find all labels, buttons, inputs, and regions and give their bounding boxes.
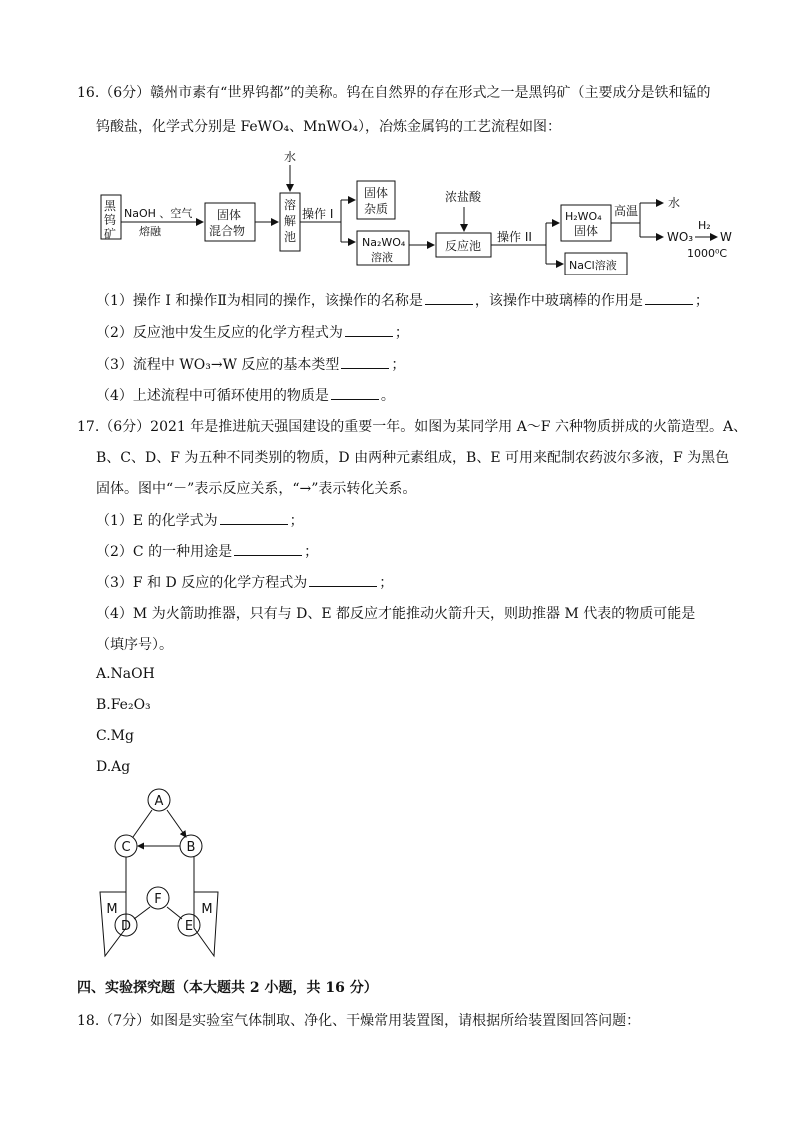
rocket-node-d: D xyxy=(120,919,132,934)
q16-sub-1: （1）操作 I 和操作Ⅱ为相同的操作，该操作的名称是 ，该操作中玻璃棒的作用是 ； xyxy=(96,293,709,309)
section-4-heading: 四、实验探究题（本大题共 2 小题，共 16 分） xyxy=(77,980,378,996)
rocket-node-f: F xyxy=(154,892,162,907)
rocket-node-b: B xyxy=(186,840,196,855)
flow-impurity-2: 杂质 xyxy=(364,202,389,216)
answer-blank[interactable] xyxy=(345,324,393,337)
flow-solid-mix-2: 混合物 xyxy=(209,224,246,238)
rocket-node-c: C xyxy=(121,840,131,855)
rocket-diagram xyxy=(90,782,230,962)
flow-condition: 熔融 xyxy=(139,225,161,238)
q17-sub-4a: （4）M 为火箭助推器，只有与 D、E 都反应才能推动火箭升天，则助推器 M 代表的物质可能是 xyxy=(96,606,696,622)
flow-water-top: 水 xyxy=(284,150,297,164)
q16-sub-3: （3）流程中 WO₃→W 反应的基本类型 ； xyxy=(96,357,406,373)
answer-blank[interactable] xyxy=(309,574,377,587)
flow-op1: 操作 I xyxy=(302,207,334,221)
answer-blank[interactable] xyxy=(341,356,389,369)
flow-op2: 操作 II xyxy=(497,230,532,244)
flow-hcl: 浓盐酸 xyxy=(445,190,482,204)
flow-dissolve-1: 溶 xyxy=(284,198,297,212)
flow-nacl: NaCl溶液 xyxy=(569,259,617,272)
rocket-booster-left: M xyxy=(106,902,118,917)
answer-blank[interactable] xyxy=(220,512,288,525)
q17-option-c: C.Mg xyxy=(96,728,134,744)
q17-sub-1: （1）E 的化学式为 ； xyxy=(96,513,304,529)
flow-w: W xyxy=(720,230,732,244)
flow-h2wo4-1: H₂WO₄ xyxy=(565,210,602,223)
answer-blank[interactable] xyxy=(645,292,693,305)
q17-option-d: D.Ag xyxy=(96,759,131,775)
q17-sub-3: （3）F 和 D 反应的化学方程式为 ； xyxy=(96,575,394,591)
q16-line-2: 钨酸盐，化学式分别是 FeWO₄、MnWO₄），冶炼金属钨的工艺流程如图： xyxy=(96,119,561,135)
flow-water-out: 水 xyxy=(668,196,681,210)
q17-line-2: B、C、D、F 为五种不同类别的物质，D 由两种元素组成，B、E 可用来配制农药波尔多液，F 为黑色 xyxy=(96,450,730,466)
q18-line-1: 18.（7分）如图是实验室气体制取、净化、干燥常用装置图，请根据所给装置图回答问题： xyxy=(77,1013,641,1029)
rocket-booster-right: M xyxy=(201,902,213,917)
flow-ore-2: 钨 xyxy=(104,213,117,227)
q16-sub-4: （4）上述流程中可循环使用的物质是 。 xyxy=(96,388,395,404)
flow-na2wo4-2: 溶液 xyxy=(371,251,393,264)
flow-impurity-1: 固体 xyxy=(364,186,389,200)
rocket-node-a: A xyxy=(154,794,164,809)
q17-line-3: 固体。图中“－”表示反应关系，“→”表示转化关系。 xyxy=(96,481,417,497)
flow-temp: 1000⁰C xyxy=(687,247,728,260)
flow-dissolve-3: 池 xyxy=(284,230,297,244)
flow-reagent: NaOH 、空气 xyxy=(124,207,193,220)
flow-ore-1: 黑 xyxy=(104,199,117,213)
flow-reactor: 反应池 xyxy=(445,239,482,253)
rocket-node-e: E xyxy=(184,919,194,934)
q17-option-b: B.Fe₂O₃ xyxy=(96,697,151,713)
q17-sub-2: （2）C 的一种用途是 ； xyxy=(96,544,319,560)
tungsten-flow-diagram xyxy=(95,145,755,275)
flow-h2: H₂ xyxy=(698,219,711,232)
flow-na2wo4-1: Na₂WO₄ xyxy=(362,236,406,249)
flow-high-temp: 高温 xyxy=(614,204,639,218)
q16-sub-2: （2）反应池中发生反应的化学方程式为 ； xyxy=(96,325,409,341)
flow-ore-3: 矿 xyxy=(104,227,117,241)
flow-h2wo4-2: 固体 xyxy=(574,224,599,238)
flow-solid-mix-1: 固体 xyxy=(217,208,242,222)
q17-option-a: A.NaOH xyxy=(96,666,155,682)
q17-line-1: 17.（6分）2021 年是推进航天强国建设的重要一年。如图为某同学用 A～F 六种物质拼成的火箭造型。A、 xyxy=(77,419,748,435)
q16-line-1: 16.（6分）赣州市素有“世界钨都”的美称。钨在自然界的存在形式之一是黑钨矿（主要成分是铁和锰的 xyxy=(77,85,711,101)
answer-blank[interactable] xyxy=(234,543,302,556)
answer-blank[interactable] xyxy=(331,387,379,400)
answer-blank[interactable] xyxy=(425,292,473,305)
q17-sub-4b: （填序号）。 xyxy=(96,637,173,653)
flow-dissolve-2: 解 xyxy=(284,214,297,228)
flow-wo3: WO₃ xyxy=(667,230,694,244)
